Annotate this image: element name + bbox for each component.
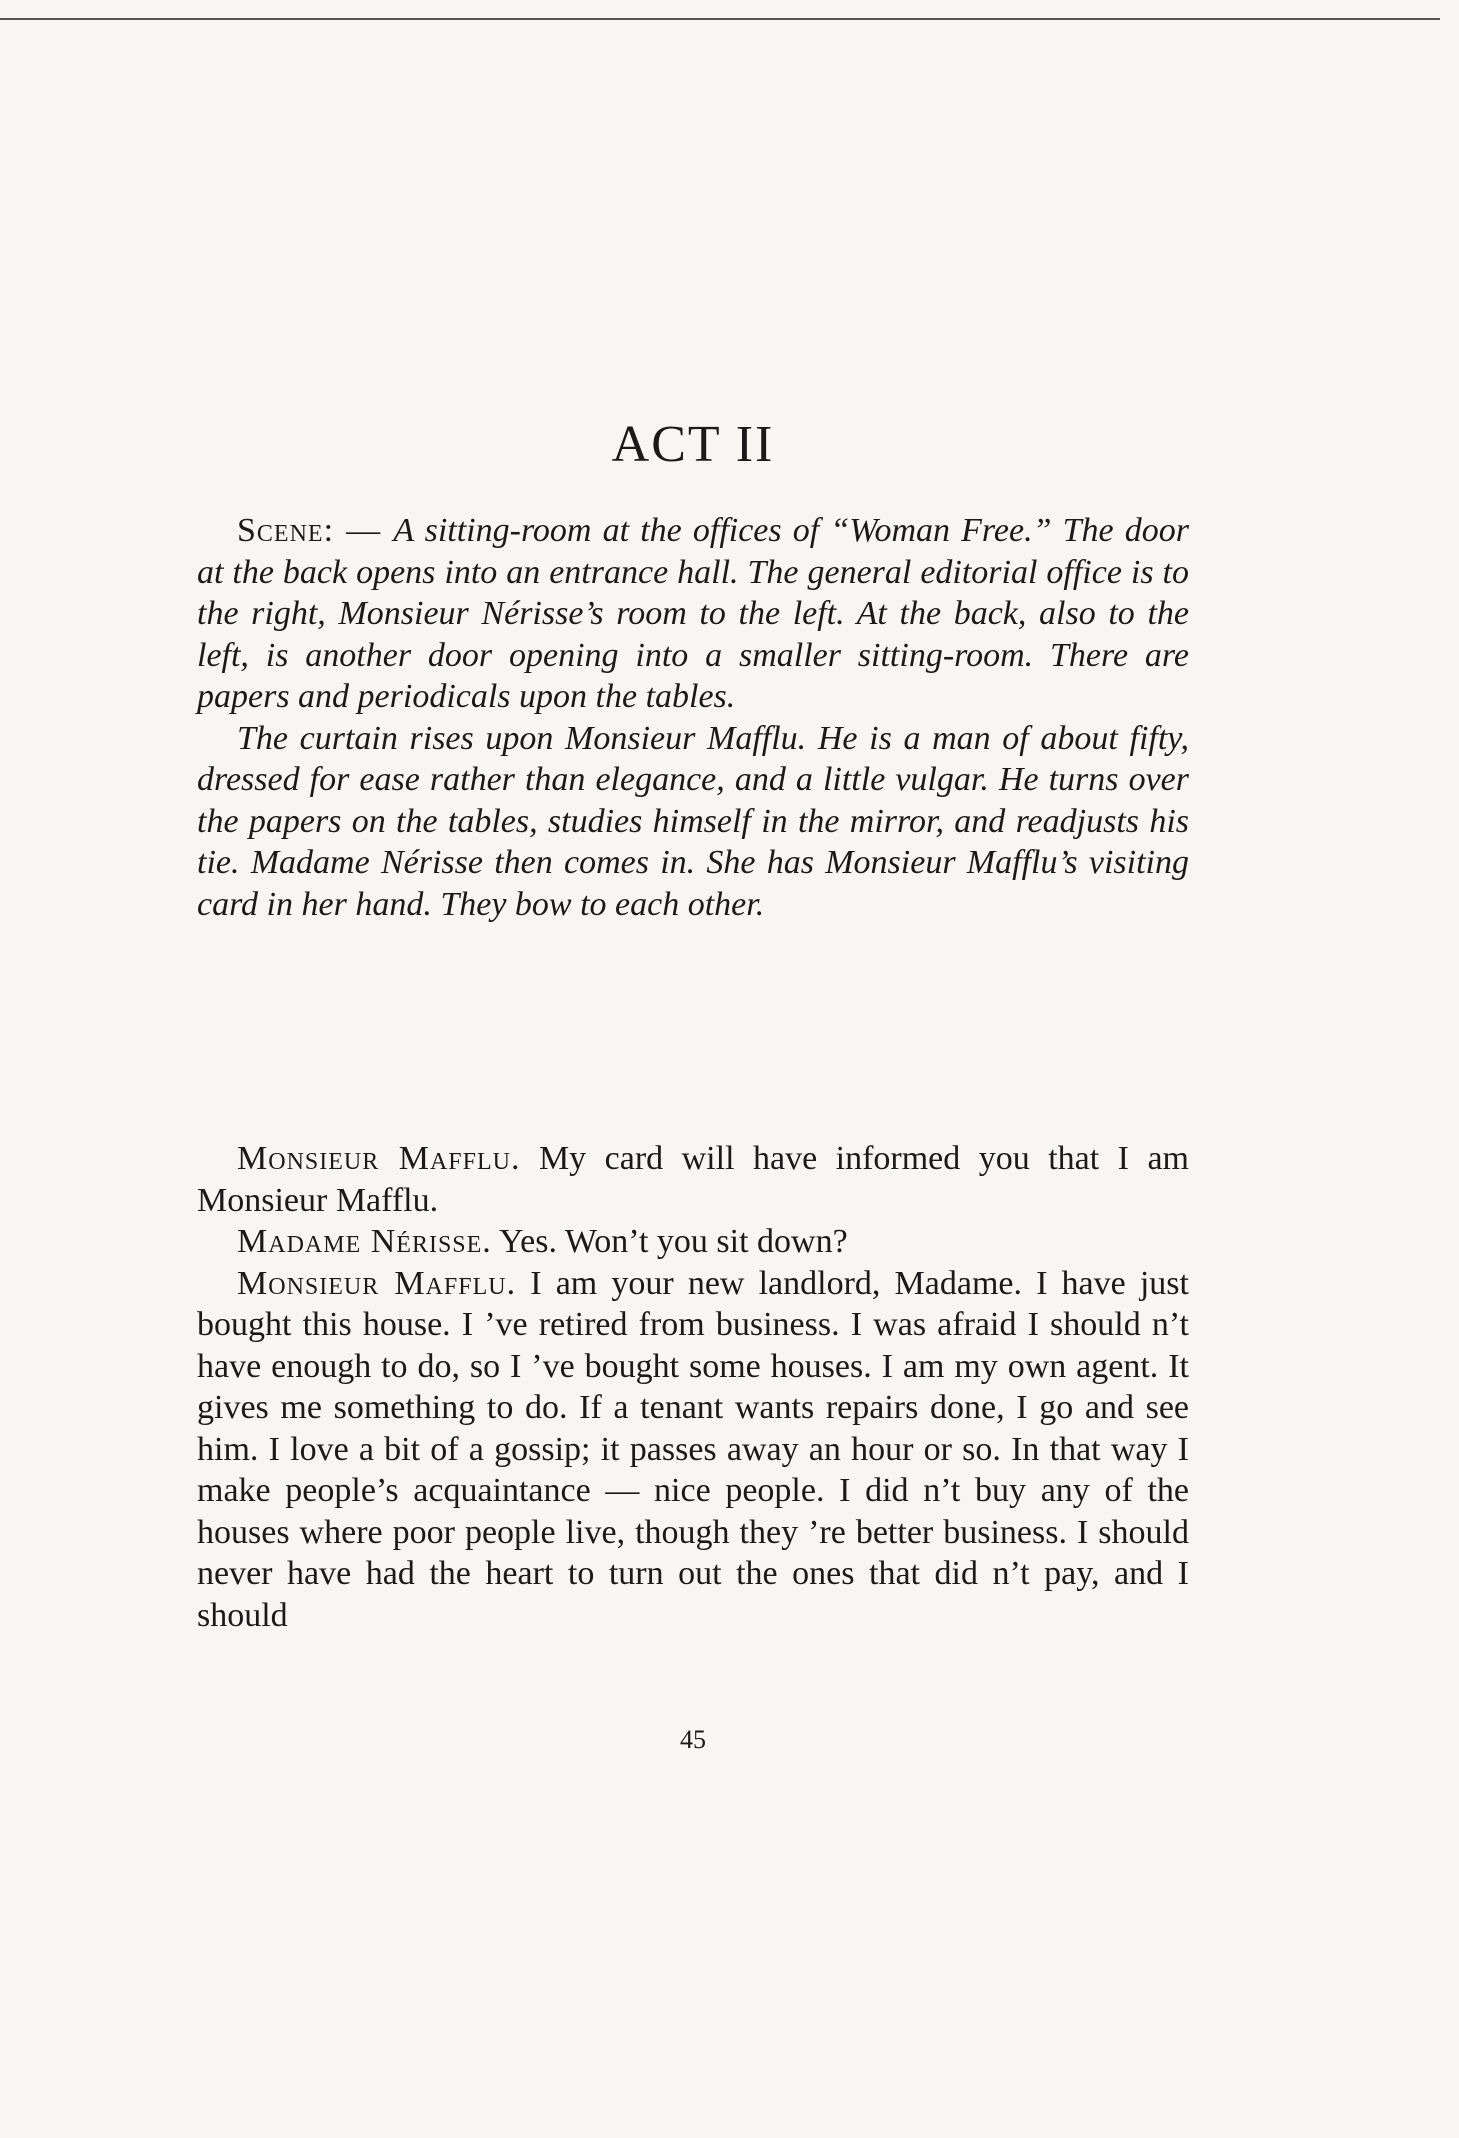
top-rule — [0, 18, 1440, 20]
dialogue-line — [197, 1138, 1189, 1221]
scene-description — [197, 510, 1189, 925]
dialogue-text: Yes. Won’t you sit down? — [491, 1223, 848, 1260]
speaker-name: Madame Nérisse. — [237, 1223, 492, 1260]
speaker-name: Monsieur Mafflu. — [237, 1140, 521, 1177]
scene-paragraph-2: The curtain rises upon Monsieur Mafflu. He is a man of about fifty, dressed for ease rather than elegance, and a little vulgar. He turns over the papers on the tables, studies himself in the mirror, and readjusts his tie. Madame Nérisse then comes in. She has Monsieur Mafflu’s visiting card in her hand. They bow to each other. — [197, 719, 1189, 923]
scene-label: Scene — [237, 512, 324, 549]
speaker-name: Monsieur Mafflu. — [237, 1264, 517, 1302]
dialogue-line — [197, 1221, 1189, 1263]
page-number: 45 — [680, 1725, 706, 1754]
dialogue-text: My card will have informed you that I am Monsieur Mafflu. — [197, 1140, 1189, 1219]
scene-separator: : — — [323, 512, 394, 549]
dialogue-line — [197, 1263, 1189, 1637]
act-title: ACT II — [611, 416, 775, 473]
dialogue-text: I am your new landlord, Madame. I have just bought this house. I ’ve retired from business. I was afraid I should n’t have enough to do, so I ’ve bought some houses. I am my own agent. It gives me something to do. If a tenant wants repairs done, I go and see him. I love a bit of a gossip; it passes away an hour or so. In that way I make people’s acquaintance — nice people. I did n’t buy any of the houses where poor people live, though they ’re better business. I should never have had the heart to turn out the ones that did n’t pay, and I should — [197, 1264, 1189, 1634]
dialogue — [197, 1138, 1189, 1636]
scene-paragraph-1 — [197, 510, 1189, 718]
scene-text-1: A sitting-room at the offices of “Woman Free.” The door at the back opens into an entrance hall. The general editorial office is to the right, Monsieur Nérisse’s room to the left. At the back, also to the left, is another door opening into a smaller sitting-room. There are papers and periodicals upon the tables. — [197, 512, 1189, 715]
